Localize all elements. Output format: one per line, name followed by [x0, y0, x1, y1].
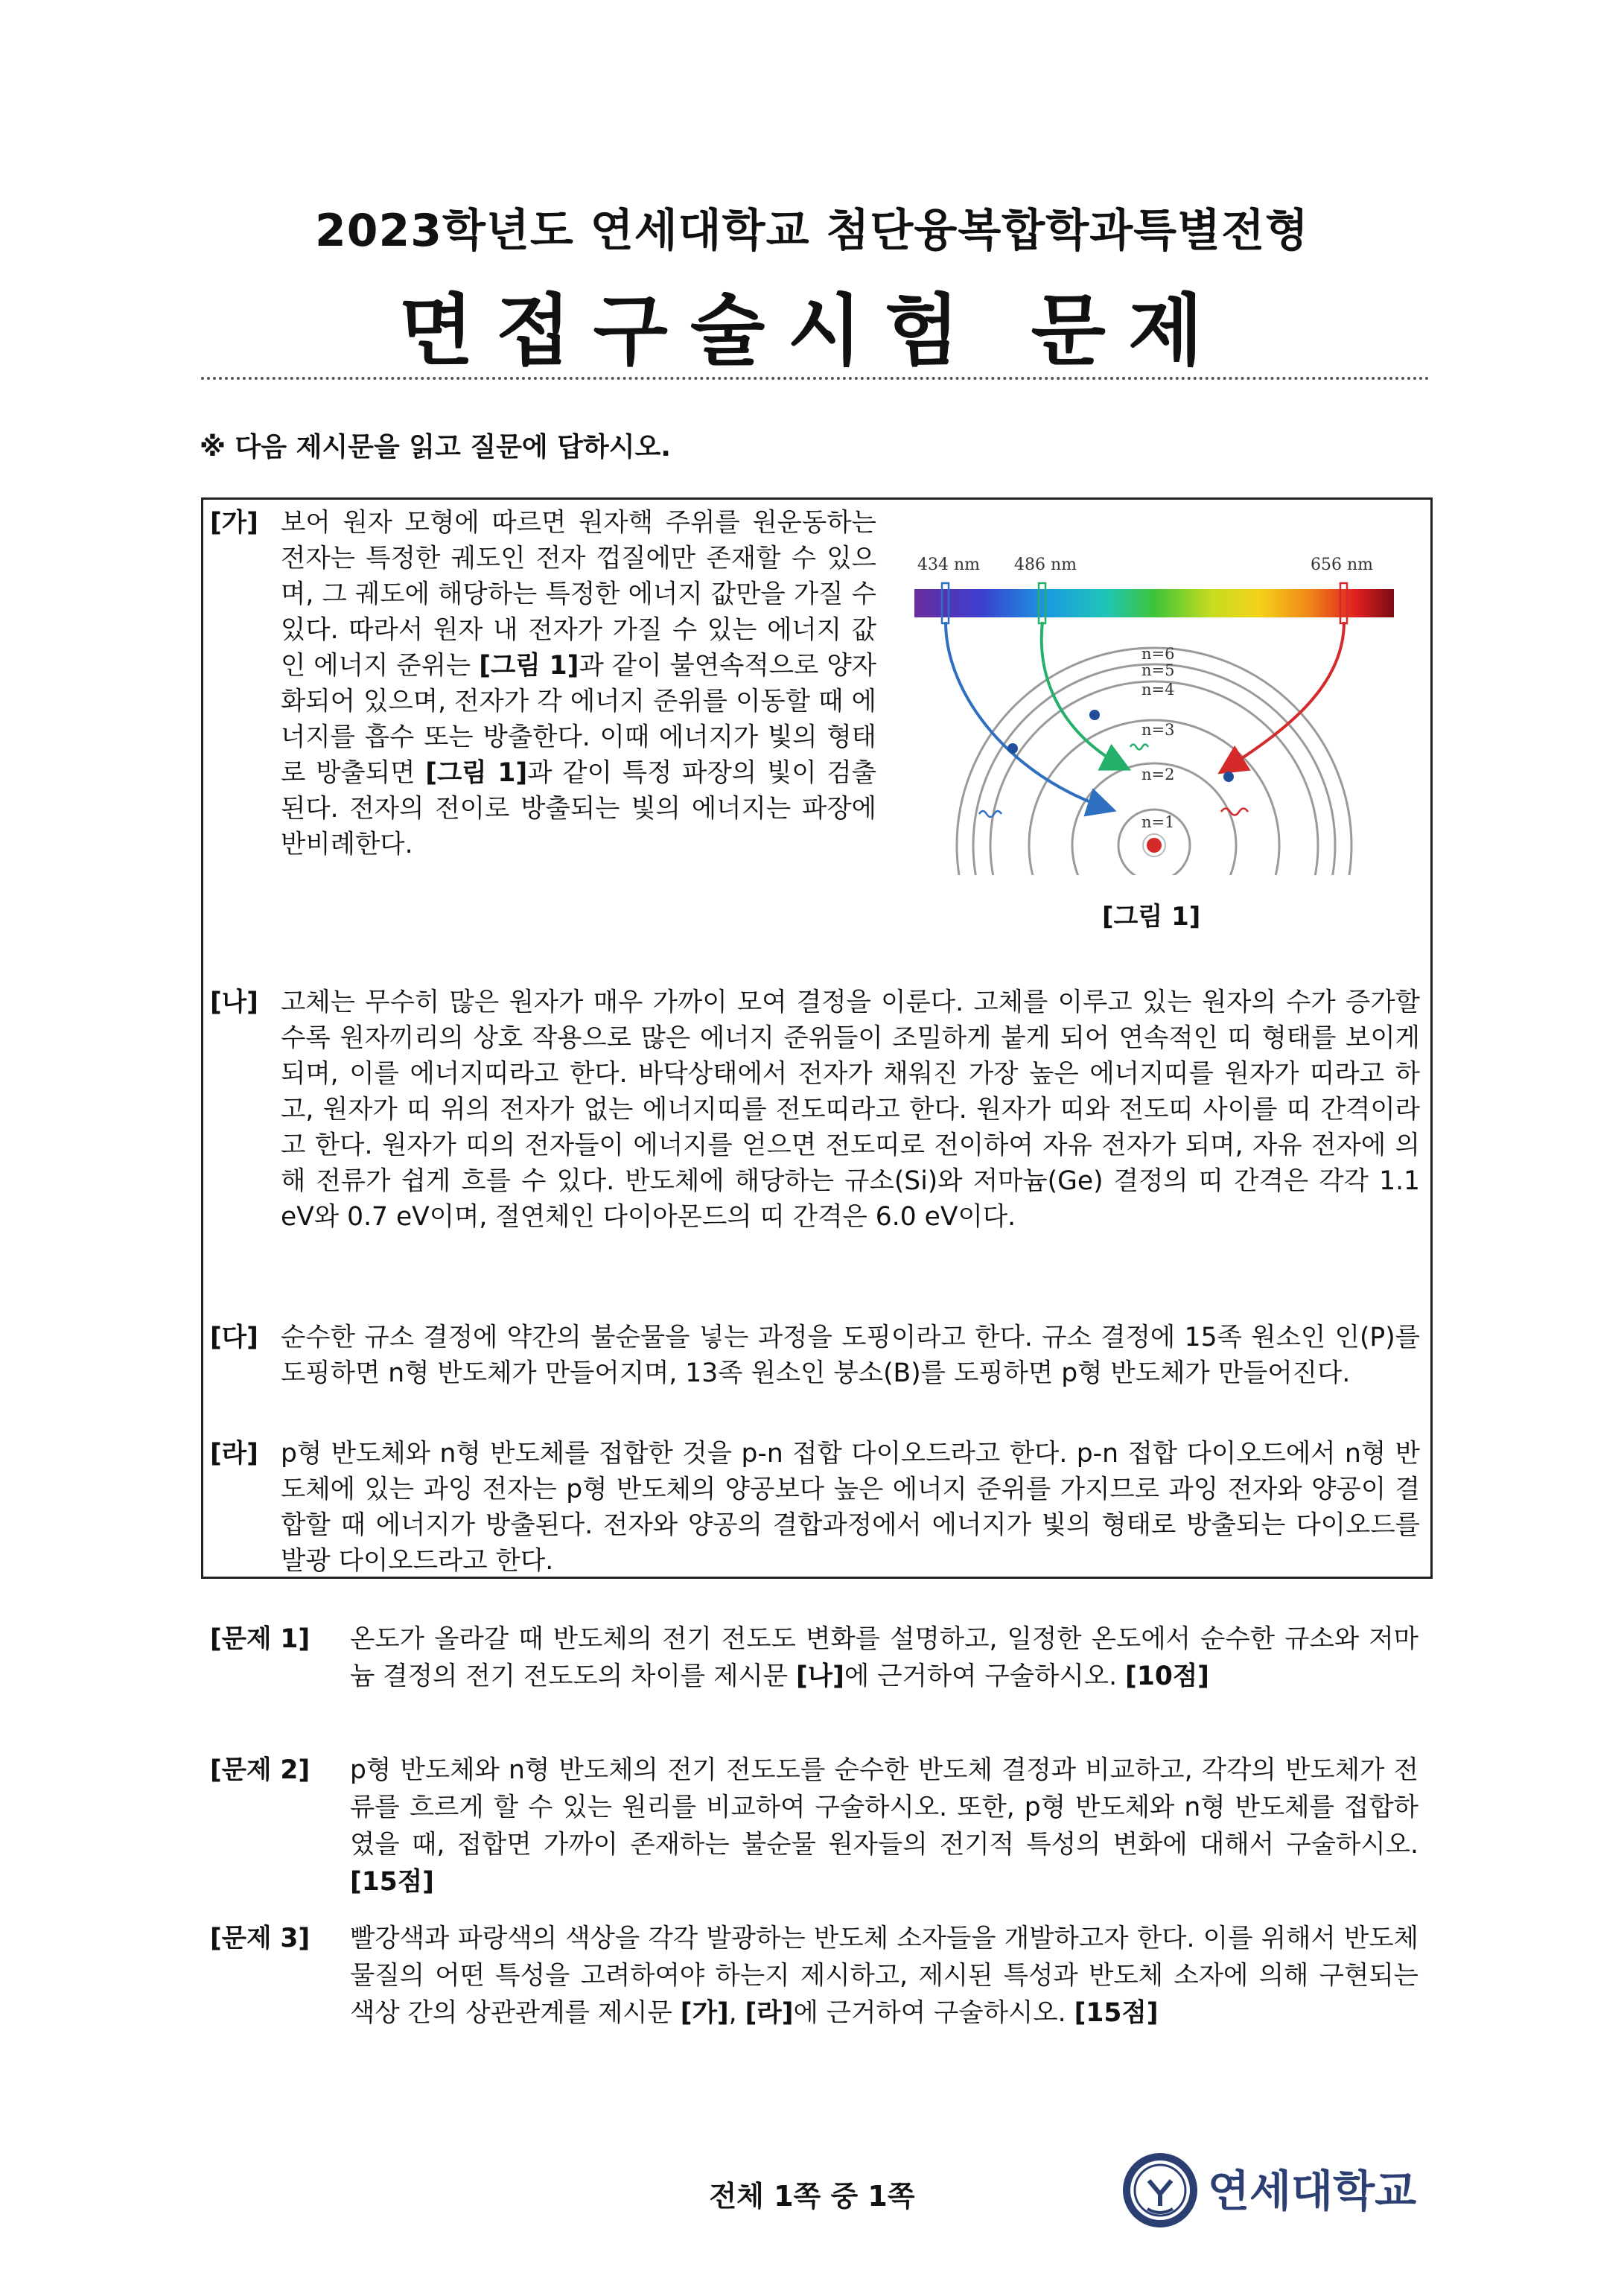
electron-n5-icon	[1089, 710, 1100, 720]
wavelength-label-656: 656 nm	[1311, 556, 1374, 574]
exam-title-line1: 2023학년도 연세대학교 첨단융복합학과특별전형	[314, 205, 1309, 257]
wavelength-label-486: 486 nm	[1014, 556, 1077, 574]
bohr-model-figure	[908, 547, 1400, 875]
passage-ga-label: [가]	[210, 508, 258, 538]
arrow-486	[1042, 622, 1126, 768]
question-3-label: [문제 3]	[210, 1924, 311, 1953]
wavelength-label-434: 434 nm	[917, 556, 981, 574]
instruction: ※ 다음 제시문을 읽고 질문에 답하시오.	[200, 432, 671, 462]
dotted-divider	[201, 377, 1430, 380]
figure-caption: [그림 1]	[1102, 902, 1201, 932]
level-label-n4: n=4	[1141, 681, 1175, 699]
page-indicator: 전체 1쪽 중 1쪽	[709, 2180, 915, 2213]
level-label-n1: n=1	[1141, 813, 1175, 831]
photon-wave-red	[1221, 809, 1248, 815]
passage-da-label: [다]	[210, 1323, 258, 1352]
electron-n6-icon	[1007, 743, 1018, 754]
question-2-label: [문제 2]	[210, 1755, 311, 1785]
question-2-text: p형 반도체와 n형 반도체의 전기 전도도를 순수한 반도체 결정과 비교하고, 각각의 반도체가 전류를 흐르게 할 수 있는 원리를 비교하여 구술하시오. 또한, p형 반도체와 n형 반도체를 접합하였을 때, 접합면 가까이 존재하는 불순물 원자들의 전기적 특성의 변화에 대해서 구술하시오. [15점]	[350, 1755, 1418, 1897]
electron-n3-icon	[1223, 772, 1234, 782]
level-label-n3: n=3	[1141, 721, 1175, 739]
visible-spectrum-bar	[914, 589, 1394, 617]
passage-ra-text: p형 반도체와 n형 반도체를 접합한 것을 p-n 접합 다이오드라고 한다. p-n 접합 다이오드에서 n형 반도체에 있는 과잉 전자는 p형 반도체의 양공보다 높은 에너지 준위를 가지므로 과잉 전자와 양공이 결합할 때 에너지가 방출된다. 전자와 양공의 결합과정에서 에너지가 빛의 형태로 방출되는 다이오드를 발광 다이오드라고 한다.	[281, 1439, 1420, 1576]
passage-da-text: 순수한 규소 결정에 약간의 불순물을 넣는 과정을 도핑이라고 한다. 규소 결정에 15족 원소인 인(P)를 도핑하면 n형 반도체가 만들어지며, 13족 원소인 붕소(B)를 도핑하면 p형 반도체가 만들어진다.	[281, 1323, 1420, 1388]
level-label-n5: n=5	[1141, 661, 1175, 679]
university-name: 연세대학교	[1208, 2166, 1417, 2216]
passage-na-label: [나]	[210, 988, 258, 1017]
passage-ga-text: 보어 원자 모형에 따르면 원자핵 주위를 원운동하는 전자는 특정한 궤도인 전자 껍질에만 존재할 수 있으며, 그 궤도에 해당하는 특정한 에너지 값만을 가질 수 있다. 따라서 원자 내 전자가 가질 수 있는 에너지 값인 에너지 준위는 [그림 1]과 같이 불연속적으로 양자화되어 있으며, 전자가 각 에너지 준위를 이동할 때 에너지를 흡수 또는 방출한다. 이때 에너지가 빛의 형태로 방출되면 [그림 1]과 같이 특정 파장의 빛이 검출된다. 전자의 전이로 방출되는 빛의 에너지는 파장에 반비례한다.	[281, 508, 876, 859]
photon-wave-green	[1130, 745, 1148, 750]
exam-title-line2: 면접구술시험 문제	[398, 285, 1226, 376]
nucleus-icon	[1147, 838, 1162, 853]
question-1-label: [문제 1]	[210, 1624, 311, 1654]
passage-ra-label: [라]	[210, 1439, 258, 1469]
passage-na-text: 고체는 무수히 많은 원자가 매우 가까이 모여 결정을 이룬다. 고체를 이루고 있는 원자의 수가 증가할수록 원자끼리의 상호 작용으로 많은 에너지 준위들이 조밀하게 붙게 되어 연속적인 띠 형태를 보이게 되며, 이를 에너지띠라고 한다. 바닥상태에서 전자가 채워진 가장 높은 에너지띠를 원자가 띠라고 하고, 원자가 띠 위의 전자가 없는 에너지띠를 전도띠라고 한다. 원자가 띠와 전도띠 사이를 띠 간격이라고 한다. 원자가 띠의 전자들이 에너지를 얻으면 전도띠로 전이하여 자유 전자가 되며, 자유 전자에 의해 전류가 쉽게 흐를 수 있다. 반도체에 해당하는 규소(Si)와 저마늄(Ge) 결정의 띠 간격은 각각 1.1 eV와 0.7 eV이며, 절연체인 다이아몬드의 띠 간격은 6.0 eV이다.	[281, 988, 1420, 1232]
level-label-n6: n=6	[1141, 645, 1175, 663]
level-label-n2: n=2	[1141, 766, 1175, 783]
university-seal-icon	[1121, 2151, 1200, 2230]
question-3-text: 빨강색과 파랑색의 색상을 각각 발광하는 반도체 소자들을 개발하고자 한다. 이를 위해서 반도체 물질의 어떤 특성을 고려하여야 하는지 제시하고, 제시된 특성과 반도체 소자에 의해 구현되는 색상 간의 상관관계를 제시문 [가], [라]에 근거하여 구술하시오. [15점]	[350, 1924, 1418, 2028]
question-1-text: 온도가 올라갈 때 반도체의 전기 전도도 변화를 설명하고, 일정한 온도에서 순수한 규소와 저마늄 결정의 전기 전도도의 차이를 제시문 [나]에 근거하여 구술하시오. [10점]	[350, 1624, 1418, 1691]
photon-wave-violet	[979, 811, 1002, 817]
